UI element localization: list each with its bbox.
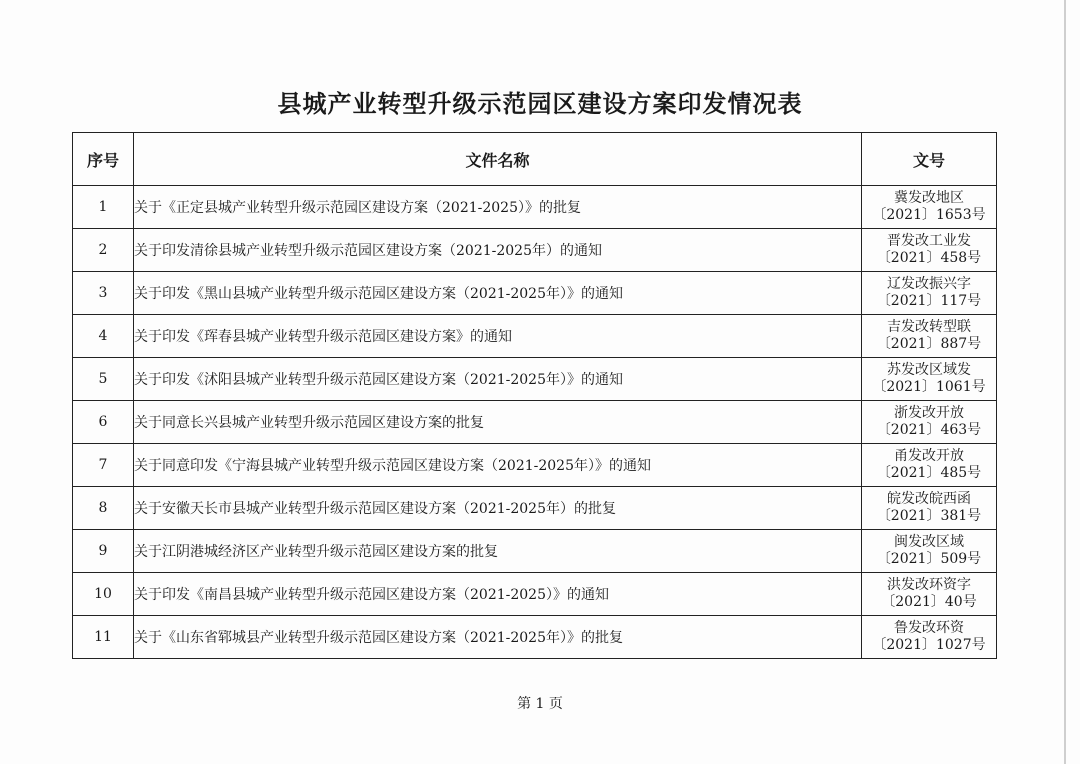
row-document-name: 关于同意长兴县城产业转型升级示范园区建设方案的批复 bbox=[134, 401, 862, 444]
row-document-name: 关于印发《南昌县城产业转型升级示范园区建设方案（2021-2025）》的通知 bbox=[134, 573, 862, 616]
doc-number-code: 〔2021〕1027号 bbox=[872, 637, 986, 653]
row-document-number bbox=[862, 186, 997, 229]
doc-number-issuer: 甬发改开放 bbox=[894, 448, 964, 464]
row-document-name: 关于印发《沭阳县城产业转型升级示范园区建设方案（2021-2025年）》的通知 bbox=[134, 358, 862, 401]
header-serial-number: 序号 bbox=[73, 133, 134, 186]
row-document-number bbox=[862, 401, 997, 444]
row-document-name: 关于《山东省郓城县产业转型升级示范园区建设方案（2021-2025年）》的批复 bbox=[134, 616, 862, 659]
page-number: 第 1 页 bbox=[517, 696, 563, 712]
doc-number-issuer: 苏发改区域发 bbox=[887, 362, 971, 378]
table-row bbox=[73, 616, 997, 659]
table-row bbox=[73, 229, 997, 272]
table-row bbox=[73, 272, 997, 315]
table-header-row bbox=[73, 133, 997, 186]
row-serial-number: 2 bbox=[73, 229, 134, 272]
row-serial-number: 3 bbox=[73, 272, 134, 315]
row-document-number bbox=[862, 573, 997, 616]
row-document-name: 关于《正定县城产业转型升级示范园区建设方案（2021-2025）》的批复 bbox=[134, 186, 862, 229]
doc-number-code: 〔2021〕40号 bbox=[881, 594, 977, 610]
doc-number-issuer: 鲁发改环资 bbox=[894, 620, 964, 636]
page-title: 县城产业转型升级示范园区建设方案印发情况表 bbox=[277, 90, 803, 118]
doc-number-code: 〔2021〕509号 bbox=[876, 551, 982, 567]
row-document-name: 关于安徽天长市县城产业转型升级示范园区建设方案（2021-2025年）的批复 bbox=[134, 487, 862, 530]
header-document-name: 文件名称 bbox=[134, 133, 862, 186]
row-document-name: 关于同意印发《宁海县城产业转型升级示范园区建设方案（2021-2025年）》的通知 bbox=[134, 444, 862, 487]
doc-number-issuer: 皖发改皖西函 bbox=[887, 491, 971, 507]
row-document-name: 关于印发清徐县城产业转型升级示范园区建设方案（2021-2025年）的通知 bbox=[134, 229, 862, 272]
row-serial-number: 1 bbox=[73, 186, 134, 229]
row-document-name: 关于印发《珲春县城产业转型升级示范园区建设方案》的通知 bbox=[134, 315, 862, 358]
doc-number-code: 〔2021〕1061号 bbox=[872, 379, 986, 395]
doc-number-code: 〔2021〕117号 bbox=[876, 293, 982, 309]
doc-number-issuer: 浙发改开放 bbox=[894, 405, 964, 421]
row-serial-number: 5 bbox=[73, 358, 134, 401]
table-row bbox=[73, 444, 997, 487]
doc-number-code: 〔2021〕463号 bbox=[876, 422, 982, 438]
header-document-number: 文号 bbox=[862, 133, 997, 186]
row-serial-number: 6 bbox=[73, 401, 134, 444]
doc-number-issuer: 洪发改环资字 bbox=[887, 577, 971, 593]
document-table bbox=[72, 132, 997, 659]
row-serial-number: 10 bbox=[73, 573, 134, 616]
row-document-number bbox=[862, 315, 997, 358]
doc-number-code: 〔2021〕458号 bbox=[876, 250, 982, 266]
doc-number-issuer: 闽发改区域 bbox=[894, 534, 964, 550]
doc-number-code: 〔2021〕1653号 bbox=[872, 207, 986, 223]
row-serial-number: 4 bbox=[73, 315, 134, 358]
row-serial-number: 7 bbox=[73, 444, 134, 487]
row-document-number bbox=[862, 616, 997, 659]
table-row bbox=[73, 573, 997, 616]
table-row bbox=[73, 401, 997, 444]
doc-number-issuer: 冀发改地区 bbox=[894, 190, 964, 206]
table-row bbox=[73, 530, 997, 573]
row-document-name: 关于江阴港城经济区产业转型升级示范园区建设方案的批复 bbox=[134, 530, 862, 573]
row-document-number bbox=[862, 272, 997, 315]
doc-number-code: 〔2021〕887号 bbox=[876, 336, 982, 352]
table-row bbox=[73, 186, 997, 229]
doc-number-code: 〔2021〕381号 bbox=[876, 508, 982, 524]
table-row bbox=[73, 487, 997, 530]
row-document-number bbox=[862, 487, 997, 530]
doc-number-issuer: 吉发改转型联 bbox=[887, 319, 971, 335]
row-document-number bbox=[862, 358, 997, 401]
table-row bbox=[73, 315, 997, 358]
doc-number-code: 〔2021〕485号 bbox=[876, 465, 982, 481]
row-serial-number: 8 bbox=[73, 487, 134, 530]
row-document-name: 关于印发《黑山县城产业转型升级示范园区建设方案（2021-2025年）》的通知 bbox=[134, 272, 862, 315]
row-document-number bbox=[862, 530, 997, 573]
row-serial-number: 9 bbox=[73, 530, 134, 573]
row-serial-number: 11 bbox=[73, 616, 134, 659]
doc-number-issuer: 晋发改工业发 bbox=[887, 233, 971, 249]
doc-number-issuer: 辽发改振兴字 bbox=[887, 276, 971, 292]
table-row bbox=[73, 358, 997, 401]
row-document-number bbox=[862, 229, 997, 272]
row-document-number bbox=[862, 444, 997, 487]
